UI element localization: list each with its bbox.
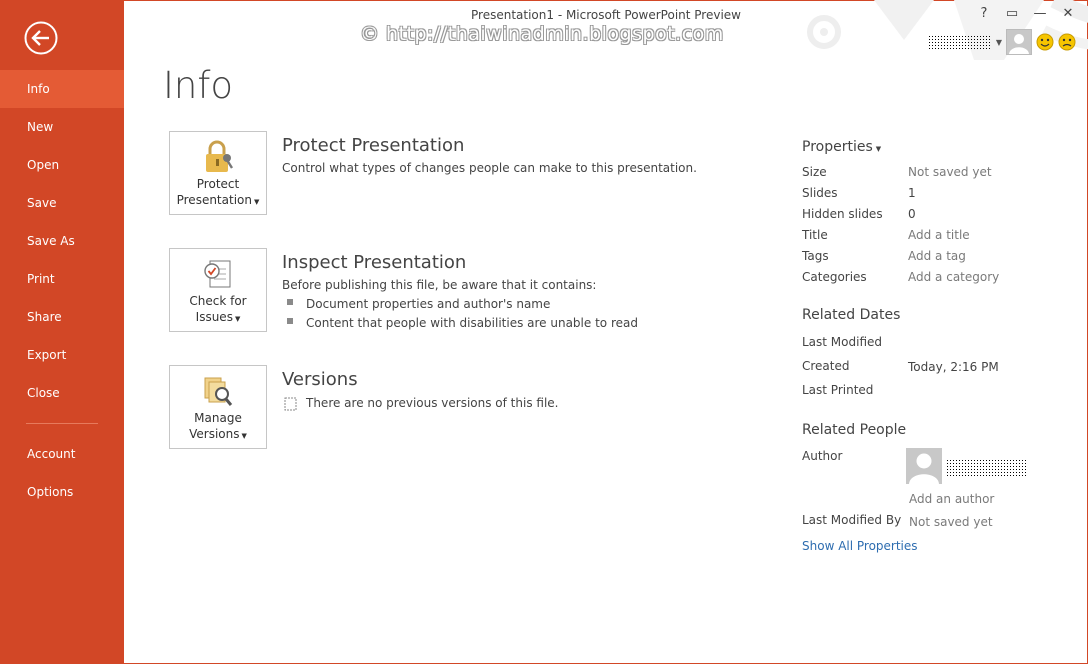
prop-label-title: Title: [802, 228, 828, 242]
protect-presentation-button[interactable]: [169, 131, 267, 215]
nav-options[interactable]: Options: [27, 485, 74, 499]
account-area[interactable]: [928, 30, 1076, 54]
title-bar: [124, 0, 1088, 47]
inspect-document-icon: [202, 257, 234, 291]
versions-desc-text: There are no previous versions of this file.: [306, 396, 559, 410]
nav-close[interactable]: Close: [27, 386, 60, 400]
chevron-down-icon: ▼: [241, 432, 247, 440]
prop-value-size: Not saved yet: [908, 165, 992, 179]
check-for-issues-button[interactable]: [169, 248, 267, 332]
nav-save-as[interactable]: Save As: [27, 234, 75, 248]
chevron-down-icon: ▼: [875, 145, 882, 153]
smile-icon[interactable]: [1036, 33, 1054, 51]
nav-divider: [26, 423, 98, 424]
protect-title: Protect Presentation: [282, 135, 465, 156]
watermark: © http://thaiwinadmin.blogspot.com: [360, 23, 724, 45]
author-avatar: [906, 448, 942, 484]
author-label: Author: [802, 449, 843, 463]
manage-versions-button[interactable]: [169, 365, 267, 449]
properties-dropdown[interactable]: [802, 139, 881, 155]
last-printed-label: Last Printed: [802, 383, 874, 397]
prop-label-size: Size: [802, 165, 827, 179]
inspect-desc: Before publishing this file, be aware that it contains:: [282, 278, 597, 292]
author-name-redacted: [946, 459, 1026, 477]
minimize-button[interactable]: —: [1033, 6, 1047, 21]
prop-value-title-field[interactable]: Add a title: [908, 228, 970, 242]
prop-value-hidden-slides: 0: [908, 207, 916, 221]
nav-save[interactable]: Save: [27, 196, 57, 210]
restore-button[interactable]: ▭: [1005, 6, 1019, 21]
backstage-nav: [0, 70, 124, 511]
versions-search-icon: [202, 374, 234, 408]
prop-label-hidden-slides: Hidden slides: [802, 207, 883, 221]
check-issues-line2: Issues: [195, 310, 233, 324]
prop-label-tags: Tags: [802, 249, 829, 263]
frown-icon[interactable]: [1058, 33, 1076, 51]
properties-heading: Properties: [802, 139, 873, 155]
related-dates-heading: Related Dates: [802, 307, 901, 323]
prop-value-tags-field[interactable]: Add a tag: [908, 249, 966, 263]
lock-key-icon: [202, 140, 234, 174]
backstage-sidebar: [0, 0, 124, 664]
nav-print[interactable]: Print: [27, 272, 55, 286]
prop-label-categories: Categories: [802, 270, 867, 284]
nav-info[interactable]: Info: [0, 70, 124, 108]
last-modified-by-label: Last Modified By: [802, 513, 902, 527]
created-value: Today, 2:16 PM: [908, 360, 999, 374]
protect-desc: Control what types of changes people can make to this presentation.: [282, 161, 697, 175]
nav-account[interactable]: Account: [27, 447, 76, 461]
user-name-redacted: [928, 35, 992, 49]
check-issues-label: [170, 293, 266, 327]
last-modified-label: Last Modified: [802, 335, 883, 349]
last-modified-by-value: Not saved yet: [909, 515, 993, 529]
page-title: Info: [163, 64, 234, 107]
inspect-bullet: [287, 316, 638, 330]
window-title: Presentation1 - Microsoft PowerPoint Preview: [471, 8, 741, 22]
close-button[interactable]: ✕: [1062, 6, 1074, 21]
inspect-bullet: [287, 297, 550, 311]
chevron-down-icon: ▼: [253, 198, 260, 206]
show-all-properties-link[interactable]: Show All Properties: [802, 539, 918, 553]
back-arrow-icon[interactable]: [24, 21, 58, 55]
help-button[interactable]: ?: [980, 6, 988, 21]
manage-versions-line1: Manage: [194, 411, 242, 425]
window-controls: [970, 4, 1082, 24]
nav-open[interactable]: Open: [27, 158, 60, 172]
nav-export[interactable]: Export: [27, 348, 67, 362]
nav-new[interactable]: New: [27, 120, 54, 134]
inspect-bullet-text: Document properties and author's name: [306, 297, 551, 311]
check-issues-line1: Check for: [189, 294, 247, 308]
inspect-bullet-text: Content that people with disabilities are unable to read: [306, 316, 638, 330]
inspect-title: Inspect Presentation: [282, 252, 467, 273]
bullet-square-icon: [287, 299, 293, 305]
bullet-square-icon: [287, 318, 293, 324]
manage-versions-line2: Versions: [189, 427, 240, 441]
prop-label-slides: Slides: [802, 186, 838, 200]
chevron-down-icon: ▼: [234, 315, 241, 323]
versions-title: Versions: [282, 369, 358, 390]
nav-share[interactable]: Share: [27, 310, 62, 324]
prop-value-slides: 1: [908, 186, 916, 200]
protect-button-label: [170, 176, 266, 210]
protect-label-line1: Protect: [196, 177, 240, 191]
versions-desc: [284, 396, 559, 411]
created-label: Created: [802, 359, 850, 373]
add-author-field[interactable]: Add an author: [909, 492, 995, 506]
document-icon: [284, 397, 298, 411]
user-avatar[interactable]: [1006, 29, 1032, 55]
protect-label-line2: Presentation: [176, 193, 252, 207]
related-people-heading: Related People: [802, 422, 907, 438]
prop-value-categories-field[interactable]: Add a category: [908, 270, 1000, 284]
manage-versions-label: [170, 410, 266, 444]
chevron-down-icon[interactable]: ▼: [995, 37, 1002, 47]
